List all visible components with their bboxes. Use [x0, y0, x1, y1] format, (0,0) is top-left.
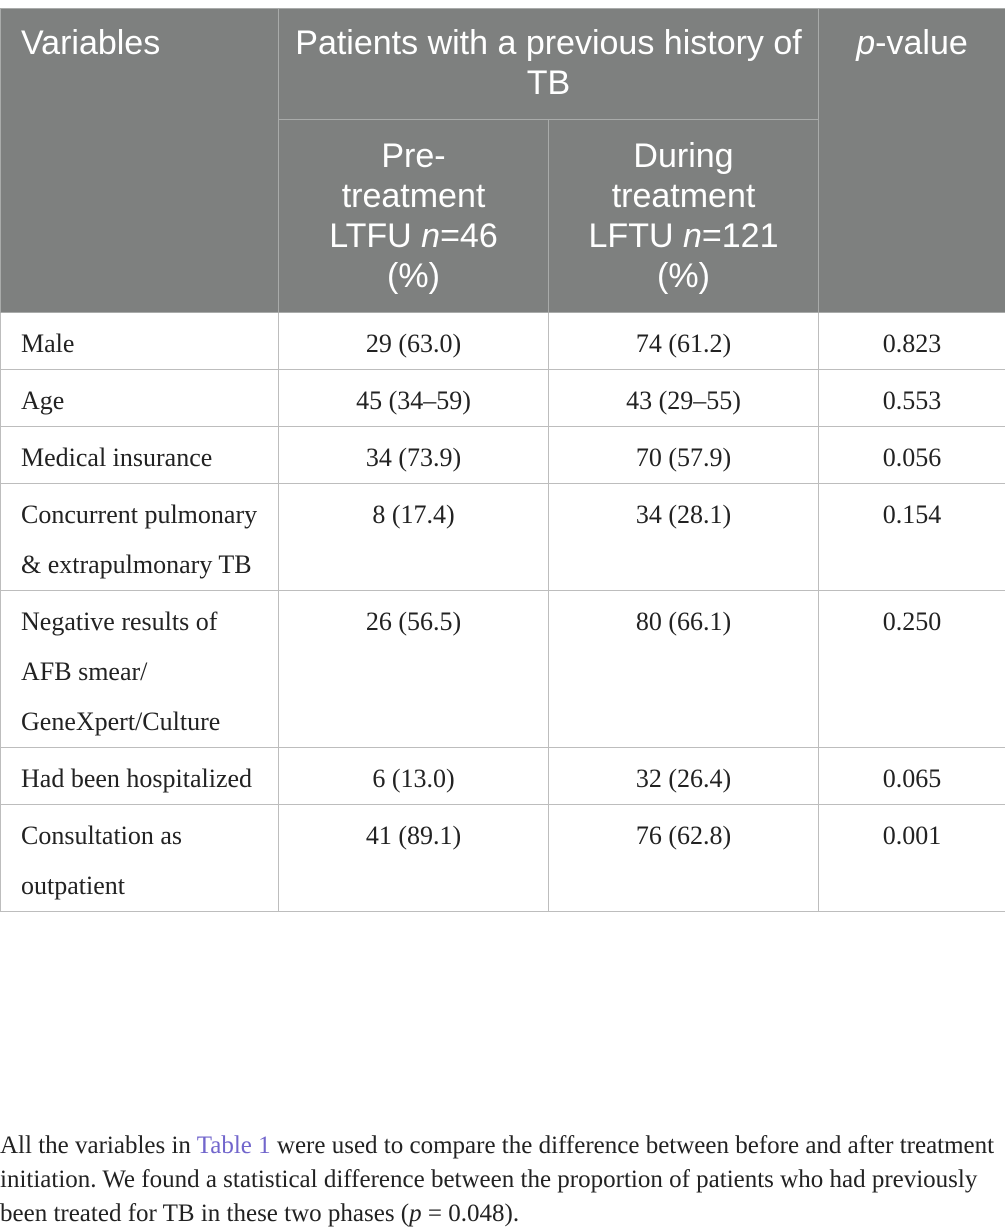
- row-during-value: 80 (66.1): [549, 591, 819, 748]
- row-during-value: 43 (29–55): [549, 370, 819, 427]
- row-p-value: 0.001: [819, 805, 1005, 912]
- results-table: [0, 8, 1005, 912]
- paragraph-start: All the variables in: [0, 1132, 197, 1159]
- header-pre-line3b: =46: [440, 217, 498, 255]
- header-during-treatment-lftu: [549, 120, 819, 313]
- row-during-value: 34 (28.1): [549, 484, 819, 591]
- row-pretreatment-value: 45 (34–59): [279, 370, 549, 427]
- row-label: Had been hospitalized: [1, 748, 279, 805]
- header-pre-line1: Pre-: [381, 137, 445, 175]
- header-during-line2: treatment: [612, 177, 756, 215]
- header-p-rest: -value: [875, 24, 968, 62]
- header-previous-history-group: Patients with a previous history of TB: [279, 9, 819, 120]
- row-p-value: 0.065: [819, 748, 1005, 805]
- header-p-value: [819, 9, 1005, 313]
- header-pre-line3a: LTFU: [329, 217, 421, 255]
- table-row: [1, 427, 1005, 484]
- row-p-value: 0.553: [819, 370, 1005, 427]
- header-pre-line4: (%): [387, 257, 440, 295]
- row-during-value: 32 (26.4): [549, 748, 819, 805]
- row-pretreatment-value: 34 (73.9): [279, 427, 549, 484]
- header-during-n: n: [683, 217, 702, 255]
- row-p-value: 0.823: [819, 313, 1005, 370]
- row-p-value: 0.056: [819, 427, 1005, 484]
- table-row: [1, 591, 1005, 748]
- table-row: [1, 484, 1005, 591]
- row-label: Medical insurance: [1, 427, 279, 484]
- header-pre-line2: treatment: [342, 177, 486, 215]
- header-during-line3a: LFTU: [589, 217, 683, 255]
- paragraph-end: = 0.048).: [422, 1200, 519, 1227]
- row-p-value: 0.250: [819, 591, 1005, 748]
- header-pre-n: n: [421, 217, 440, 255]
- table-row: [1, 370, 1005, 427]
- body-paragraph: [0, 1129, 1005, 1231]
- row-label: Negative results of AFB smear/ GeneXpert/Culture: [1, 591, 279, 748]
- header-during-line3b: =121: [702, 217, 779, 255]
- table-row: [1, 748, 1005, 805]
- row-label: Male: [1, 313, 279, 370]
- row-label: Age: [1, 370, 279, 427]
- row-pretreatment-value: 26 (56.5): [279, 591, 549, 748]
- row-pretreatment-value: 29 (63.0): [279, 313, 549, 370]
- row-during-value: 76 (62.8): [549, 805, 819, 912]
- row-p-value: 0.154: [819, 484, 1005, 591]
- table-1-link[interactable]: Table 1: [197, 1132, 271, 1159]
- table-row: [1, 313, 1005, 370]
- header-during-line1: During: [633, 137, 733, 175]
- row-pretreatment-value: 8 (17.4): [279, 484, 549, 591]
- row-pretreatment-value: 6 (13.0): [279, 748, 549, 805]
- row-during-value: 70 (57.9): [549, 427, 819, 484]
- header-p-italic: p: [856, 24, 875, 62]
- table-row: [1, 805, 1005, 912]
- header-row-1: [1, 9, 1005, 120]
- header-during-line4: (%): [657, 257, 710, 295]
- row-label: Concurrent pulmonary & extrapulmonary TB: [1, 484, 279, 591]
- header-pretreatment-ltfu: [279, 120, 549, 313]
- row-pretreatment-value: 41 (89.1): [279, 805, 549, 912]
- paragraph-p-italic: p: [409, 1200, 422, 1227]
- row-during-value: 74 (61.2): [549, 313, 819, 370]
- paragraph-middle: were used to compare the difference between before and after treatment initiation. We found a statistical difference between the proportion of patients who had previously been treated for TB in these two phases (: [0, 1132, 994, 1227]
- header-variables: Variables: [1, 9, 279, 313]
- row-label: Consultation as outpatient: [1, 805, 279, 912]
